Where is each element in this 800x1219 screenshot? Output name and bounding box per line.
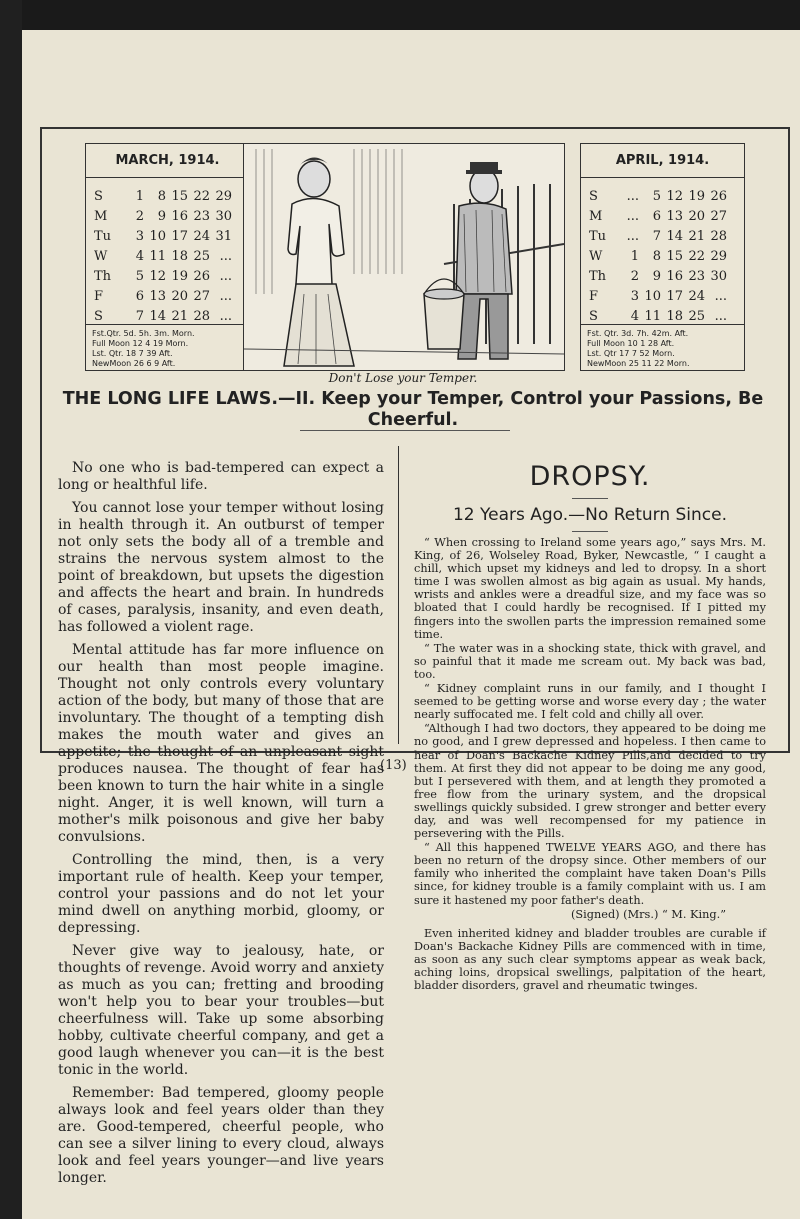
calendar-date: 12: [149, 268, 166, 284]
calendar-date: 29: [215, 188, 232, 204]
moon-phase-line: Lst. Qtr. 18 7 39 Aft.: [92, 349, 173, 358]
march-week-row: [94, 266, 232, 286]
calendar-date: ...: [626, 208, 639, 224]
calendar-date: 22: [193, 188, 210, 204]
calendar-date: 28: [710, 228, 727, 244]
moon-phase-line: Lst. Qtr 17 7 52 Morn.: [587, 349, 675, 358]
calendar-date: 18: [171, 248, 188, 264]
march-week-row: [94, 186, 232, 206]
calendar-date: 22: [688, 248, 705, 264]
calendar-date: 9: [157, 208, 166, 224]
march-moon-phases: [92, 329, 195, 369]
calendar-date: 11: [149, 248, 166, 264]
april-moon-phases: [587, 329, 689, 369]
calendar-date: 17: [171, 228, 188, 244]
calendar-day-label: F: [589, 288, 599, 304]
article-paragraph: You cannot lose your temper without losing in health through it. An outburst of temper not only sets the body all of a tremble and strains the nervous system almost to the point of breakdown, but upsets the digestion and affects the heart and brain. In hundreds of cases, paralysis, insanity, and even death, has followed a violent rage.: [58, 500, 384, 635]
advert-title: DROPSY.: [529, 461, 651, 492]
calendar-date: 13: [149, 288, 166, 304]
column-divider: [398, 446, 399, 744]
article-paragraph: No one who is bad-tempered can expect a long or healthful life.: [58, 460, 384, 493]
march-week-row: [94, 206, 232, 226]
temper-illustration-svg: [244, 144, 564, 370]
april-calendar-table: [589, 186, 727, 326]
article-left-column: [58, 460, 384, 1193]
calendar-day-label: Tu: [589, 228, 607, 244]
calendar-date: 16: [666, 268, 683, 284]
moon-phase-line: Fst.Qtr. 5d. 5h. 3m. Morn.: [92, 329, 195, 338]
calendar-day-label: W: [589, 248, 603, 264]
calendar-date: 14: [666, 228, 683, 244]
calendar-date: 1: [135, 188, 144, 204]
calendar-date: 6: [135, 288, 144, 304]
calendar-day-label: F: [94, 288, 104, 304]
calendar-date: 11: [644, 308, 661, 324]
calendar-date: ...: [714, 308, 727, 324]
april-calendar: [580, 143, 745, 371]
calendar-date: 30: [710, 268, 727, 284]
april-week-row: [589, 226, 727, 246]
testimonial-paragraph: “Although I had two doctors, they appeared to be doing me no good, and I grew depressed and hopeless. I then came to hear of Doan's Backache Kidney Pills,and decided to try them. At first they did not appear to be doing me any good, but I persevered with them, and at length they promoted a free flow from the urinary system, and the dropsical swellings quickly subsided. I grew stronger and better every day, and was well recompensed for my patience in persevering with the Pills.: [414, 722, 766, 841]
advert-subtitle: 12 Years Ago.—No Return Since.: [452, 505, 728, 525]
calendar-day-label: Tu: [94, 228, 112, 244]
calendar-date: 23: [688, 268, 705, 284]
calendar-date: 21: [688, 228, 705, 244]
calendar-date: 2: [630, 268, 639, 284]
moon-phase-line: Fst. Qtr. 3d. 7h. 42m. Aft.: [587, 329, 689, 338]
moon-phase-line: NewMoon 25 11 22 Morn.: [587, 359, 690, 368]
march-week-row: [94, 246, 232, 266]
calendar-day-label: S: [94, 188, 103, 204]
calendar-date: 3: [135, 228, 144, 244]
calendar-date: 24: [688, 288, 705, 304]
moon-phase-line: Full Moon 10 1 28 Aft.: [587, 339, 675, 348]
calendar-date: 20: [688, 208, 705, 224]
march-calendar: [85, 143, 250, 371]
calendar-day-label: W: [94, 248, 108, 264]
calendar-date: 10: [644, 288, 661, 304]
calendar-date: 21: [171, 308, 188, 324]
testimonial-paragraph: “ All this happened TWELVE YEARS AGO, and there has been no return of the dropsy since. Other members of our family who inherited the complaint have taken Doan's Pills since, for kidney trouble is a family complaint with us. I am sure it hastened my poor father's death.: [414, 841, 766, 907]
page-number: (13): [380, 758, 407, 773]
calendar-date: 17: [666, 288, 683, 304]
calendar-date: 12: [666, 188, 683, 204]
calendar-day-label: S: [589, 308, 598, 324]
testimonial-paragraph: “ The water was in a shocking state, thick with gravel, and so painful that it made me scream out. My back was bad, too.: [414, 641, 766, 681]
march-calendar-title: MARCH, 1914.: [86, 144, 249, 178]
april-week-row: [589, 266, 727, 286]
calendar-date: 10: [149, 228, 166, 244]
article-paragraph: Mental attitude has far more influence on our health than most people imagine. Thought not only controls every voluntary action of the body, but many of those that are involuntary. The thought of a tempting dish makes the mouth water and gives an appetite; the thought of an unpleasant sight produces nausea. The thought of fear has been known to turn the hair white in a single night. Anger, it is well known, will turn a mother's milk poisonous and give her baby convulsions.: [58, 642, 384, 845]
calendar-date: 13: [666, 208, 683, 224]
calendar-date: 27: [710, 208, 727, 224]
calendar-date: 5: [135, 268, 144, 284]
calendar-date: ...: [219, 248, 232, 264]
testimonial-signature: (Signed) (Mrs.) “ M. King.”: [571, 907, 726, 921]
calendar-date: 25: [193, 248, 210, 264]
calendar-date: 26: [193, 268, 210, 284]
calendar-date: 7: [652, 228, 661, 244]
calendar-date: 24: [193, 228, 210, 244]
march-week-row: [94, 306, 232, 326]
calendar-date: 16: [171, 208, 188, 224]
april-week-row: [589, 306, 727, 326]
calendar-date: 15: [171, 188, 188, 204]
calendar-date: 15: [666, 248, 683, 264]
article-paragraph: Never give way to jealousy, hate, or thoughts of revenge. Avoid worry and anxiety as much as you can; fretting and brooding won't help you to bear your troubles—but cheerfulness will. Take up some absorbing hobby, cultivate cheerful company, and get a good laugh whenever you can—it is the best tonic in the world.: [58, 943, 384, 1078]
article-paragraph: Remember: Bad tempered, gloomy people always look and feel years older than they are. Good-tempered, cheerful people, who can see a silver lining to every cloud, always look and feel years younger—and live years longer.: [58, 1085, 384, 1186]
april-week-row: [589, 186, 727, 206]
advert-right-column: [414, 460, 766, 992]
article-paragraph: Controlling the mind, then, is a very important rule of health. Keep your temper, control your passions and do not let your mind dwell on anything morbid, gloomy, or depressing.: [58, 852, 384, 936]
april-calendar-title: APRIL, 1914.: [581, 144, 744, 178]
calendar-date: 29: [710, 248, 727, 264]
calendar-date: 8: [157, 188, 166, 204]
calendar-date: 4: [630, 308, 639, 324]
illustration-caption: Don't Lose your Temper.: [328, 371, 478, 385]
calendar-date: 5: [652, 188, 661, 204]
moon-phase-line: NewMoon 26 6 9 Aft.: [92, 359, 176, 368]
calendar-date: ...: [219, 308, 232, 324]
calendar-date: ...: [219, 288, 232, 304]
calendar-day-label: Th: [94, 268, 112, 284]
testimonial-body: [414, 536, 766, 907]
calendar-date: 19: [171, 268, 188, 284]
advert-closing: Even inherited kidney and bladder troubles are curable if Doan's Backache Kidney Pills are commenced with in time, as soon as any such clear symptoms appear as weak back, aching loins, dropsical swellings, palpitation of the heart, bladder disorders, gravel and rheumatic twinges.: [414, 926, 766, 992]
calendar-date: 3: [630, 288, 639, 304]
moon-phase-line: Full Moon 12 4 19 Morn.: [92, 339, 189, 348]
calendar-date: 18: [666, 308, 683, 324]
march-week-row: [94, 286, 232, 306]
calendar-date: 4: [135, 248, 144, 264]
calendar-date: 28: [193, 308, 210, 324]
calendar-date: 6: [652, 208, 661, 224]
calendar-date: 27: [193, 288, 210, 304]
calendar-day-label: M: [589, 208, 603, 224]
april-week-row: [589, 206, 727, 226]
illustration: [243, 143, 565, 371]
calendar-date: 31: [215, 228, 232, 244]
calendar-date: 26: [710, 188, 727, 204]
calendar-day-label: S: [589, 188, 598, 204]
calendar-date: ...: [626, 228, 639, 244]
calendar-date: 14: [149, 308, 166, 324]
calendar-date: 9: [652, 268, 661, 284]
calendar-date: ...: [714, 288, 727, 304]
scan-background-left: [0, 0, 22, 1219]
calendar-date: 1: [630, 248, 639, 264]
calendar-date: 20: [171, 288, 188, 304]
march-week-row: [94, 226, 232, 246]
calendar-date: 19: [688, 188, 705, 204]
calendar-date: 8: [652, 248, 661, 264]
calendar-day-label: M: [94, 208, 108, 224]
april-week-row: [589, 246, 727, 266]
calendar-date: 25: [688, 308, 705, 324]
headline-rule: [300, 430, 510, 431]
calendar-date: ...: [219, 268, 232, 284]
testimonial-paragraph: “ Kidney complaint runs in our family, and I thought I seemed to be getting worse and worse every day ; the water nearly suffocated me. I felt cold and chilly all over.: [414, 682, 766, 722]
calendar-date: ...: [626, 188, 639, 204]
calendar-date: 23: [193, 208, 210, 224]
april-week-row: [589, 286, 727, 306]
testimonial-paragraph: “ When crossing to Ireland some years ago,” says Mrs. M. King, of 26, Wolseley Road, Byker, Newcastle, “ I caught a chill, which upset my kidneys and led to dropsy. In a short time I was swollen almost as big again as usual. My hands, wrists and ankles were a dreadful size, and my face was so bloated that I could hardly be recognised. If I pitted my fingers into the swollen parts the impression remained some time.: [414, 536, 766, 641]
calendar-date: 30: [215, 208, 232, 224]
march-calendar-table: [94, 186, 232, 326]
calendar-day-label: S: [94, 308, 103, 324]
calendar-date: 7: [135, 308, 144, 324]
calendar-day-label: Th: [589, 268, 607, 284]
scan-background-top: [0, 0, 800, 30]
calendar-date: 2: [135, 208, 144, 224]
article-headline: THE LONG LIFE LAWS.—II. Keep your Temper, Control your Passions, Be Cheerful.: [62, 389, 764, 430]
